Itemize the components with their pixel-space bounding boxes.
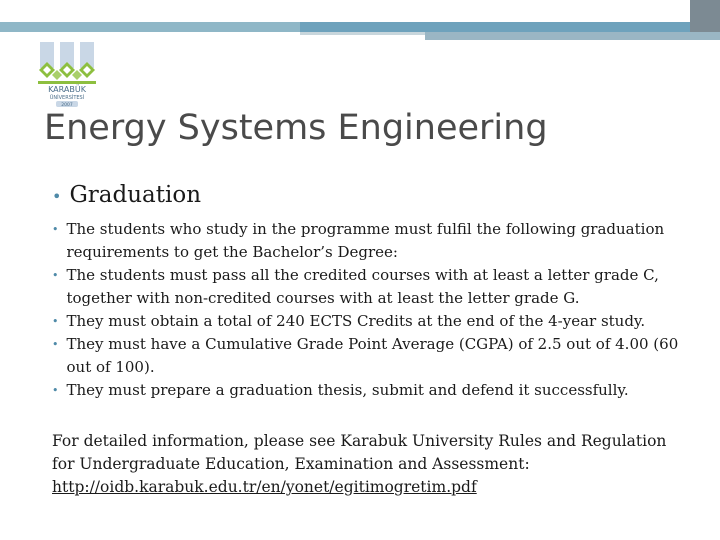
list-item-text: They must prepare a graduation thesis, submit and defend it successfully.	[66, 381, 629, 399]
bullet-icon: •	[52, 338, 59, 351]
requirements-list	[52, 218, 692, 402]
top-corner-block	[690, 0, 720, 32]
list-item	[52, 379, 692, 402]
list-item	[52, 333, 692, 379]
list-item-text: They must have a Cumulative Grade Point Average (CGPA) of 2.5 out of 4.00 (60 out of 100).	[66, 335, 679, 376]
bullet-icon: •	[52, 187, 62, 206]
main-bullet-text: Graduation	[69, 182, 202, 208]
logo-name: KARABÜK	[48, 85, 86, 94]
footer-note	[52, 430, 692, 499]
top-accent-line	[300, 32, 425, 35]
logo-year: 2007	[61, 103, 73, 108]
bullet-icon: •	[52, 269, 59, 282]
main-bullet	[52, 182, 692, 208]
list-item	[52, 218, 692, 264]
top-accent-bar-right	[300, 22, 720, 32]
list-item	[52, 310, 692, 333]
slide-title: Energy Systems Engineering	[44, 108, 548, 148]
list-item-text: The students must pass all the credited courses with at least a letter grade C, together with non-credited courses with at least the letter grade G.	[66, 266, 659, 307]
list-item-text: They must obtain a total of 240 ECTS Credits at the end of the 4-year study.	[66, 312, 646, 330]
list-item-text: The students who study in the programme must fulfil the following graduation requirements to get the Bachelor’s Degree:	[66, 220, 665, 261]
slide-body	[52, 182, 692, 402]
bullet-icon: •	[52, 223, 59, 236]
bullet-icon: •	[52, 315, 59, 328]
bullet-icon: •	[52, 384, 59, 397]
list-item	[52, 264, 692, 310]
top-band	[0, 0, 720, 22]
university-logo	[34, 40, 100, 108]
footer-text: For detailed information, please see Karabuk University Rules and Regulation for Undergraduate Education, Examination and Assessment:	[52, 432, 667, 473]
logo-subtitle: ÜNİVERSİTESİ	[49, 95, 85, 101]
regulation-link[interactable]: http://oidb.karabuk.edu.tr/en/yonet/egitimogretim.pdf	[52, 478, 477, 496]
top-accent-bar-thin	[425, 32, 720, 40]
